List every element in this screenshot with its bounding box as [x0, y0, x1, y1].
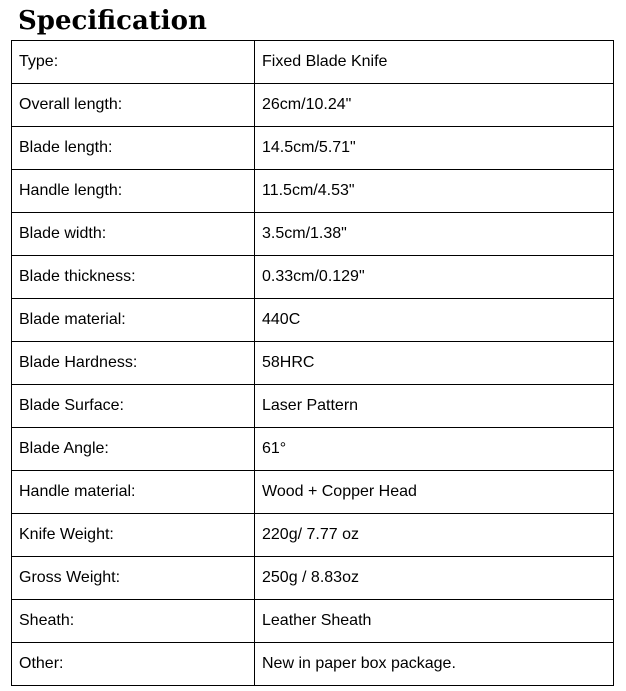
table-row: [12, 471, 614, 514]
spec-value: Fixed Blade Knife: [255, 41, 614, 84]
spec-label: Blade thickness:: [12, 256, 255, 299]
spec-label: Knife Weight:: [12, 514, 255, 557]
spec-label: Handle material:: [12, 471, 255, 514]
table-row: [12, 127, 614, 170]
spec-value: Wood + Copper Head: [255, 471, 614, 514]
spec-label: Blade length:: [12, 127, 255, 170]
spec-label: Gross Weight:: [12, 557, 255, 600]
spec-value: 440C: [255, 299, 614, 342]
spec-value: Laser Pattern: [255, 385, 614, 428]
table-row: [12, 41, 614, 84]
spec-label: Blade Hardness:: [12, 342, 255, 385]
spec-label: Type:: [12, 41, 255, 84]
spec-label: Blade material:: [12, 299, 255, 342]
spec-value: 61°: [255, 428, 614, 471]
table-row: [12, 170, 614, 213]
spec-value: Leather Sheath: [255, 600, 614, 643]
spec-label: Other:: [12, 643, 255, 686]
page-title: Specification: [18, 6, 207, 36]
table-row: [12, 514, 614, 557]
table-row: [12, 385, 614, 428]
spec-value: 250g / 8.83oz: [255, 557, 614, 600]
spec-value: 220g/ 7.77 oz: [255, 514, 614, 557]
spec-value: 26cm/10.24": [255, 84, 614, 127]
spec-label: Handle length:: [12, 170, 255, 213]
spec-value: 58HRC: [255, 342, 614, 385]
table-row: [12, 557, 614, 600]
table-row: [12, 643, 614, 686]
spec-value: 3.5cm/1.38": [255, 213, 614, 256]
table-row: [12, 213, 614, 256]
spec-label: Overall length:: [12, 84, 255, 127]
table-row: [12, 256, 614, 299]
spec-value: 14.5cm/5.71": [255, 127, 614, 170]
table-row: [12, 600, 614, 643]
table-row: [12, 342, 614, 385]
spec-label: Sheath:: [12, 600, 255, 643]
table-row: [12, 428, 614, 471]
table-row: [12, 84, 614, 127]
spec-label: Blade width:: [12, 213, 255, 256]
spec-value: New in paper box package.: [255, 643, 614, 686]
spec-value: 0.33cm/0.129": [255, 256, 614, 299]
spec-label: Blade Angle:: [12, 428, 255, 471]
table-row: [12, 299, 614, 342]
spec-value: 11.5cm/4.53": [255, 170, 614, 213]
spec-label: Blade Surface:: [12, 385, 255, 428]
specification-table: [11, 40, 614, 686]
